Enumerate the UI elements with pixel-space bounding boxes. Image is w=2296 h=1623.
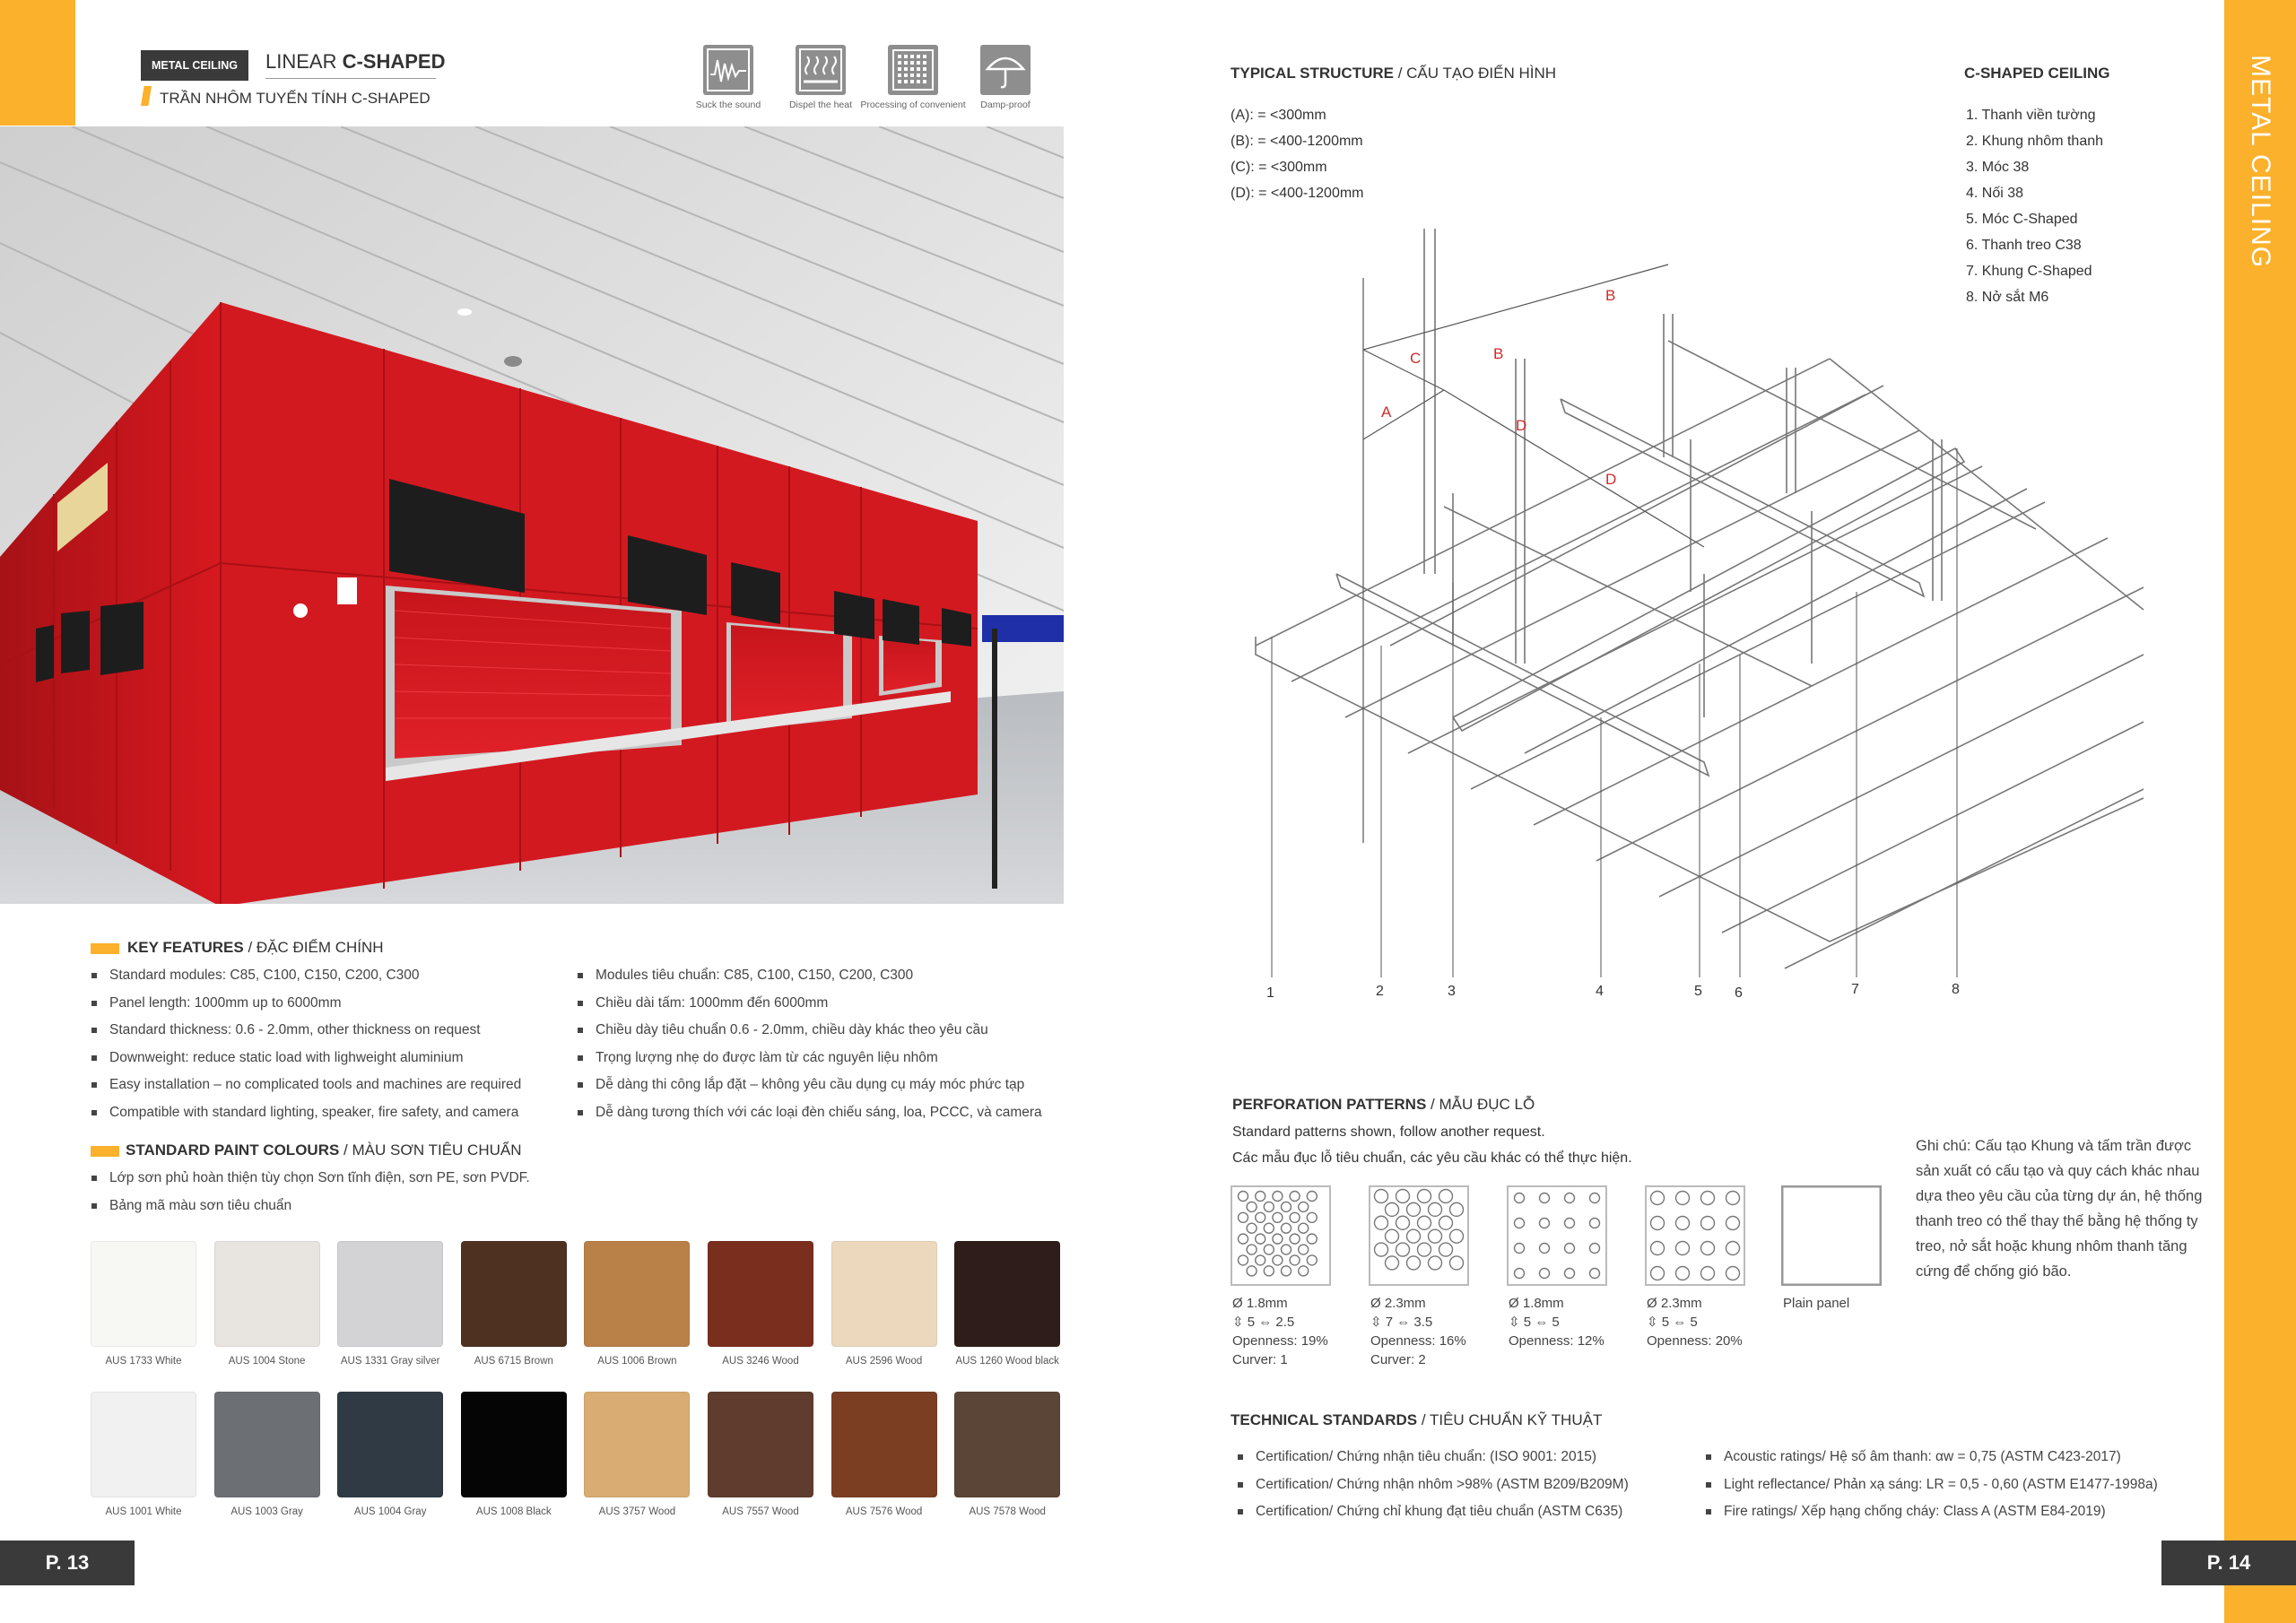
spec-line: Plain panel — [1783, 1296, 1850, 1311]
list-item: Light reflectance/ Phản xạ sáng: LR = 0,5 - 0,60 (ASTM E1477-1998a) — [1704, 1471, 2158, 1499]
perforation-spec — [1783, 1294, 1849, 1313]
component-number: 8 — [1952, 982, 1960, 997]
ceiling-photo — [0, 126, 1064, 904]
component-number: 7 — [1851, 982, 1859, 997]
subtitle-flag — [141, 86, 152, 106]
color-swatch — [831, 1241, 937, 1347]
swatch-label: AUS 1006 Brown — [597, 1356, 677, 1367]
swatch-label: AUS 7578 Wood — [969, 1506, 1046, 1517]
color-swatch — [954, 1392, 1060, 1497]
section-marker — [91, 1146, 119, 1157]
spec-line: Curver: 1 — [1232, 1352, 1288, 1367]
list-item: Easy installation – no complicated tools and machines are required — [90, 1072, 521, 1099]
component-number: 6 — [1735, 985, 1743, 1001]
spec-line: Openness: 16% — [1370, 1333, 1466, 1349]
list-item: Certification/ Chứng nhận tiêu chuẩn: (ISO 9001: 2015) — [1236, 1444, 1629, 1471]
swatch-label: AUS 3757 Wood — [598, 1506, 676, 1517]
dimension-letter: D — [1516, 417, 1527, 434]
color-swatch — [461, 1241, 567, 1347]
dimension-item: (B): = <400-1200mm — [1231, 134, 1363, 149]
list-item: Fire ratings/ Xếp hạng chống cháy: Class A (ASTM E84-2019) — [1704, 1498, 2158, 1526]
page-number-right: P. 14 — [2161, 1541, 2296, 1585]
key-features-vi-list — [576, 962, 1042, 1126]
feature-label: Suck the sound — [695, 100, 761, 110]
list-item: Certification/ Chứng nhận nhôm >98% (ASTM B209/B209M) — [1236, 1471, 1629, 1499]
perforation-intro — [1232, 1119, 1632, 1171]
color-swatch — [214, 1241, 320, 1347]
structure-diagram — [1238, 215, 2161, 1004]
dimension-item: (C): = <300mm — [1231, 160, 1327, 175]
swatch-label: AUS 1004 Gray — [353, 1506, 427, 1517]
spec-line: Openness: 19% — [1232, 1333, 1328, 1349]
component-item: 8. Nở sắt M6 — [1966, 290, 2049, 305]
color-swatch — [954, 1241, 1060, 1347]
spec-line: ⇳ 7 ⇔ 3.5 — [1370, 1315, 1433, 1330]
spec-line: Ø 2.3mm — [1370, 1296, 1426, 1311]
paint-colours-title: STANDARD PAINT COLOURS / MÀU SƠN TIÊU CHUẨN — [126, 1141, 522, 1159]
feature-label: Dispel the heat — [788, 100, 853, 110]
list-item: Bảng mã màu sơn tiêu chuẩn — [90, 1193, 530, 1220]
dimension-letter: D — [1605, 471, 1617, 488]
color-swatch — [337, 1392, 443, 1497]
feature-label: Processing of convenient — [860, 100, 966, 110]
spec-line: Openness: 12% — [1509, 1333, 1605, 1349]
component-number: 1 — [1266, 985, 1274, 1001]
list-item: Chiều dày tiêu chuẩn 0.6 - 2.0mm, chiều dày khác theo yêu cầu — [576, 1017, 1042, 1045]
list-item: Modules tiêu chuẩn: C85, C100, C150, C200, C300 — [576, 962, 1042, 990]
color-swatch — [831, 1392, 937, 1497]
perforation-spec — [1370, 1294, 1466, 1369]
component-item: 3. Móc 38 — [1966, 160, 2030, 175]
swatch-label: AUS 1004 Stone — [228, 1356, 306, 1367]
technical-left-list — [1236, 1444, 1629, 1526]
spec-line: ⇳ 5 ⇔ 5 — [1509, 1315, 1560, 1330]
note-text: Ghi chú: Cấu tạo Khung và tấm trần được sản xuất có cấu tạo và quy cách khác nhau dựa theo yêu cầu của từng dự án, hệ thống thanh treo có thể thay thế bằng hệ thống ty treo, nở sắt hoặc khung nhôm thanh tăng cứng để chống gió bão. — [1916, 1138, 2203, 1280]
dimension-item: (D): = <400-1200mm — [1231, 186, 1364, 201]
dimension-letter: C — [1410, 350, 1422, 367]
perforation-swatch — [1507, 1185, 1607, 1286]
spec-line: Ø 1.8mm — [1509, 1296, 1564, 1311]
list-item: Downweight: reduce static load with lighweight aluminium — [90, 1045, 521, 1072]
component-number: 4 — [1596, 984, 1604, 999]
list-item: Trọng lượng nhẹ do được làm từ các nguyên liệu nhôm — [576, 1045, 1042, 1072]
technical-right-list — [1704, 1444, 2158, 1526]
technical-title: TECHNICAL STANDARDS / TIÊU CHUẨN KỸ THUẬT — [1231, 1411, 1603, 1428]
list-item: Compatible with standard lighting, speaker, fire safety, and camera — [90, 1099, 521, 1127]
list-item: Panel length: 1000mm up to 6000mm — [90, 990, 521, 1018]
swatch-label: AUS 6715 Brown — [474, 1356, 553, 1367]
dimension-letter: A — [1381, 404, 1392, 421]
swatch-label: AUS 1001 White — [105, 1506, 182, 1517]
component-item: 4. Nối 38 — [1966, 186, 2024, 201]
perforation-spec — [1232, 1294, 1328, 1369]
swatch-label: AUS 1008 Black — [475, 1506, 552, 1517]
list-item: Chiều dài tấm: 1000mm đến 6000mm — [576, 990, 1042, 1018]
page-title: LINEAR C-SHAPED — [265, 50, 446, 73]
section-marker — [91, 943, 119, 954]
swatch-label: AUS 7576 Wood — [845, 1506, 923, 1517]
swatch-label: AUS 1260 Wood black — [955, 1356, 1059, 1367]
list-item: Dễ dàng thi công lắp đặt – không yêu cầu dụng cụ máy móc phức tạp — [576, 1072, 1042, 1099]
color-swatch — [461, 1392, 567, 1497]
perforation-spec — [1509, 1294, 1605, 1350]
perforation-title: PERFORATION PATTERNS / MẪU ĐỤC LỖ — [1232, 1096, 1535, 1113]
color-swatch — [91, 1392, 196, 1497]
yellow-corner-bar — [0, 0, 75, 126]
category-badge: METAL CEILING — [141, 50, 248, 81]
plain-panel-swatch — [1781, 1185, 1882, 1286]
color-swatch — [584, 1392, 690, 1497]
component-number: 3 — [1448, 984, 1456, 999]
component-item: 1. Thanh viền tường — [1966, 108, 2096, 123]
color-swatch — [708, 1392, 813, 1497]
dimension-letter: B — [1493, 345, 1504, 362]
list-item: Lớp sơn phủ hoàn thiện tùy chọn Sơn tĩnh điện, sơn PE, sơn PVDF. — [90, 1165, 530, 1193]
typical-structure-title: TYPICAL STRUCTURE / CẤU TẠO ĐIỂN HÌNH — [1231, 65, 1557, 82]
feature-label: Damp-proof — [980, 100, 1031, 110]
spec-line: Openness: 20% — [1647, 1333, 1743, 1349]
list-item: Certification/ Chứng chỉ khung đạt tiêu chuẩn (ASTM C635) — [1236, 1498, 1629, 1526]
component-number: 2 — [1376, 984, 1384, 999]
list-item: Standard modules: C85, C100, C150, C200, C300 — [90, 962, 521, 990]
umbrella-icon — [980, 45, 1031, 95]
spec-line: Curver: 2 — [1370, 1352, 1426, 1367]
dimension-list — [1231, 102, 1364, 206]
sound-wave-icon — [703, 45, 753, 95]
list-item: Acoustic ratings/ Hệ số âm thanh: αw = 0,75 (ASTM C423-2017) — [1704, 1444, 2158, 1471]
intro-line: Các mẫu đục lỗ tiêu chuẩn, các yêu cầu khác có thể thực hiện. — [1232, 1150, 1632, 1166]
page-number-left: P. 13 — [0, 1541, 135, 1585]
side-title: METAL CEILING — [2246, 54, 2275, 269]
spec-line: ⇳ 5 ⇔ 2.5 — [1232, 1315, 1295, 1330]
title-underline — [265, 78, 436, 79]
grid-process-icon — [888, 45, 938, 95]
color-swatch — [584, 1241, 690, 1347]
list-item: Dễ dàng tương thích với các loại đèn chiếu sáng, loa, PCCC, và camera — [576, 1099, 1042, 1127]
component-item: 2. Khung nhôm thanh — [1966, 134, 2104, 149]
swatch-label: AUS 7557 Wood — [722, 1506, 799, 1517]
paint-colours-list — [90, 1165, 530, 1219]
perforation-swatch — [1645, 1185, 1745, 1286]
perforation-swatch — [1369, 1185, 1469, 1286]
color-swatch — [708, 1241, 813, 1347]
perforation-spec — [1647, 1294, 1743, 1350]
swatch-label: AUS 2596 Wood — [845, 1356, 923, 1367]
list-item: Standard thickness: 0.6 - 2.0mm, other thickness on request — [90, 1017, 521, 1045]
color-swatch — [214, 1392, 320, 1497]
dimension-item: (A): = <300mm — [1231, 108, 1326, 123]
key-features-title: KEY FEATURES / ĐẶC ĐIỂM CHÍNH — [127, 939, 384, 956]
page-subtitle: TRẦN NHÔM TUYẾN TÍNH C-SHAPED — [160, 90, 430, 107]
key-features-en-list — [90, 962, 521, 1126]
swatch-label: AUS 1003 Gray — [230, 1506, 303, 1517]
component-item: 7. Khung C-Shaped — [1966, 264, 2092, 279]
spec-line: ⇳ 5 ⇔ 5 — [1647, 1315, 1698, 1330]
component-item: 5. Móc C-Shaped — [1966, 212, 2078, 227]
spec-line: Ø 2.3mm — [1647, 1296, 1702, 1311]
swatch-label: AUS 3246 Wood — [722, 1356, 799, 1367]
perforation-swatch — [1231, 1185, 1331, 1286]
color-swatch — [337, 1241, 443, 1347]
c-shaped-ceiling-title: C-SHAPED CEILING — [1964, 65, 2110, 82]
swatch-label: AUS 1331 Gray silver — [340, 1356, 440, 1367]
intro-line: Standard patterns shown, follow another request. — [1232, 1124, 1545, 1140]
color-swatch — [91, 1241, 196, 1347]
component-item: 6. Thanh treo C38 — [1966, 238, 2082, 253]
dimension-letter: B — [1605, 287, 1616, 304]
component-number: 5 — [1694, 984, 1702, 999]
swatch-label: AUS 1733 White — [105, 1356, 182, 1367]
heat-dispel-icon — [796, 45, 846, 95]
spec-line: Ø 1.8mm — [1232, 1296, 1288, 1311]
